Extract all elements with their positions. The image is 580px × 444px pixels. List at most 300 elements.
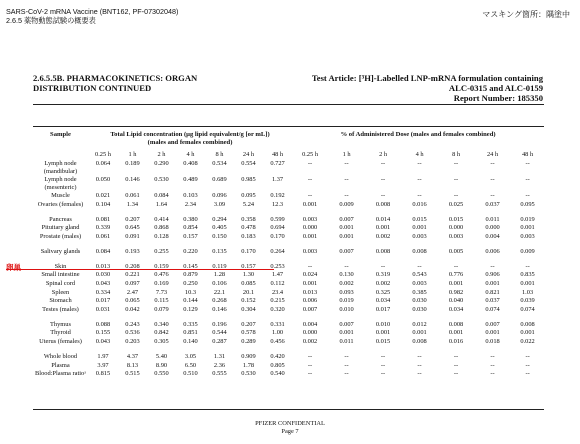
table-cell: -- [453,262,459,270]
table-cell: 0.001 [339,224,354,232]
table-cell: 0.319 [375,271,391,279]
table-cell: 0.040 [448,297,464,305]
table-cell: 0.982 [448,288,464,296]
table-cell: 0.150 [212,232,227,240]
table-cell: 0.536 [125,329,140,337]
table-cell: -- [307,352,313,360]
table-cell: 0.007 [339,247,354,255]
table-cell: 0.007 [302,305,318,313]
table-cell: 0.544 [212,329,227,337]
table-cell: -- [453,192,459,199]
table-cell: 0.050 [95,176,111,183]
table-cell: 0.578 [241,329,256,337]
ovary-margin-note: 卵巣 [6,263,21,272]
table-cell: 2.34 [184,200,197,208]
table-cell: 0.011 [485,215,500,223]
table-row [33,270,544,279]
table-cell: 0.008 [520,320,535,328]
table-cell: 0.034 [375,297,391,305]
table-cell: 0.013 [95,262,111,270]
table-cell: 0.294 [212,215,227,223]
table-cell: -- [344,361,349,369]
time-header: 48 h [521,151,534,158]
table-cell: 0.104 [95,200,111,208]
table-cell: 0.079 [154,305,169,313]
table-body [33,128,544,384]
table-cell: 0.157 [183,232,198,240]
table-cell: 0.042 [125,305,140,313]
pk-organ-table [33,128,544,384]
table-cell: 0.001 [520,279,535,287]
table-cell: 0.016 [448,337,464,345]
table-cell: -- [307,176,313,183]
table-cell: 0.043 [95,279,111,287]
table-cell: 0.003 [302,247,318,255]
table-cell: 0.146 [212,305,227,313]
table-row [33,328,544,337]
table-cell: 20.1 [242,288,255,296]
table-cell: -- [380,352,386,360]
table-row [33,159,544,175]
highlight-underline [6,269,274,270]
table-cell: -- [417,262,422,270]
table-cell: -- [380,361,386,369]
table-cell: -- [490,370,495,378]
table-cell: 0.024 [302,271,318,279]
table-cell: 0.842 [154,329,169,337]
table-cell: 0.061 [95,232,111,240]
table-cell: 0.019 [520,215,535,223]
table-cell: 0.008 [375,247,391,255]
table-cell: -- [490,160,495,167]
sample-label: Skin [54,262,67,270]
table-cell: -- [453,352,459,360]
test-article-line1: Test Article: [³H]-Labelled LNP-mRNA formulation containing [311,73,543,83]
time-header: 8 h [215,151,224,158]
table-cell: 0.004 [302,320,318,328]
table-cell: 0.031 [95,305,111,313]
sample-label: Prostate (males) [39,232,82,240]
table-cell: 0.152 [241,297,256,305]
table-cell: 0.039 [520,297,535,305]
table-cell: 0.476 [154,271,169,279]
table-cell: 3.97 [97,361,109,369]
table-cell: 0.012 [412,320,427,328]
table-cell: 0.207 [125,215,140,223]
table-cell: 0.243 [125,320,140,328]
masking-note: マスキング箇所：隅塗中 [482,10,570,19]
table-row [33,305,544,320]
table-cell: 0.095 [520,200,535,208]
table-cell: 0.835 [520,271,535,279]
table-cell: 0.001 [485,279,500,287]
table-row [33,279,544,288]
table-cell: 0.018 [485,337,500,345]
table-cell: 0.183 [241,232,256,240]
table-cell: 0.253 [270,262,285,270]
table-cell: 0.385 [412,288,427,296]
table-cell: -- [344,262,349,270]
table-cell: 0.112 [270,279,285,287]
report-number: Report Number: 185350 [453,93,543,103]
time-header: 2 h [157,151,166,158]
table-cell: 0.016 [412,200,427,208]
table-cell: 0.017 [375,305,391,313]
sample-label: Pituitary gland [41,224,80,232]
table-cell: 0.002 [302,337,318,345]
table-cell: 0.335 [183,320,198,328]
table-cell: 0.037 [485,200,500,208]
table-cell: 0.006 [302,297,318,305]
table-cell: 0.091 [125,232,140,240]
table-cell: 0.599 [270,215,285,223]
table-cell: -- [453,160,459,167]
table-cell: 0.000 [485,224,500,232]
table-cell: 0.001 [448,279,464,287]
table-cell: 0.001 [448,329,464,337]
table-cell: 0.003 [302,215,318,223]
section-title [33,73,197,93]
table-cell: 0.001 [412,224,427,232]
table-cell: -- [417,361,422,369]
table-cell: -- [417,352,422,360]
table-cell: 0.534 [212,160,227,167]
table-cell: 0.215 [270,297,285,305]
table-row [33,352,544,361]
table-cell: 0.022 [520,337,535,345]
table-cell: 0.103 [183,192,198,199]
table-row [33,337,544,352]
table-cell: 0.011 [339,337,354,345]
table-cell: 0.170 [241,247,256,255]
table-cell: -- [344,370,349,378]
table-cell: 0.815 [95,370,111,378]
table-cell: 0.030 [412,305,427,313]
header-product: SARS-CoV-2 mRNA Vaccine (BNT162, PF-07302048) [6,7,179,16]
table-cell: -- [307,262,313,270]
table-cell: 0.003 [448,232,464,240]
table-cell: 0.009 [520,247,535,255]
table-cell: -- [380,176,386,183]
table-cell: 0.043 [95,337,111,345]
table-cell: -- [525,262,530,270]
table-bottom-rule [33,409,544,410]
table-cell: 0.001 [302,279,318,287]
table-cell: -- [344,176,349,183]
confidential-label: PFIZER CONFIDENTIAL [255,420,325,427]
table-cell: -- [525,176,530,183]
table-cell: 0.001 [302,232,318,240]
table-cell: 0.115 [154,297,169,305]
table-cell: 0.003 [412,232,427,240]
table-cell: 0.854 [183,224,198,232]
table-row [33,296,544,305]
table-cell: 0.203 [125,337,140,345]
table-cell: -- [307,160,313,167]
table-cell: 1.47 [271,271,284,279]
table-cell: 5.24 [242,200,255,208]
table-cell: 1.34 [126,200,139,208]
table-cell: 0.320 [270,305,285,313]
table-cell: 0.097 [125,279,140,287]
table-row [33,288,544,297]
table-cell: 0.727 [270,160,285,167]
table-cell: 0.074 [485,305,500,313]
table-cell: 0.304 [241,305,256,313]
table-cell: 0.489 [183,176,198,183]
table-cell: 0.084 [154,192,169,199]
table-cell: 0.081 [95,215,111,223]
table-cell: -- [490,176,495,183]
table-cell: 0.001 [302,200,318,208]
table-cell: -- [380,192,386,199]
table-cell: 0.000 [448,224,464,232]
table-cell: -- [490,262,495,270]
table-cell: -- [525,352,530,360]
table-cell: 0.084 [95,247,111,255]
table-cell: 0.037 [485,297,500,305]
table-cell: 0.000 [302,329,318,337]
sample-label: Whole blood [43,352,78,360]
table-top-rule [33,104,544,105]
header-bottom-rule [33,126,544,127]
table-cell: -- [307,361,313,369]
table-cell: 0.144 [183,297,198,305]
page-footer [0,420,580,436]
table-cell: 0.003 [520,232,535,240]
table-cell: 0.030 [95,271,111,279]
table-cell: 0.145 [183,262,198,270]
table-cell: 3.09 [213,200,226,208]
table-cell: 0.001 [520,224,535,232]
table-cell: 0.405 [212,224,227,232]
table-cell: -- [490,361,495,369]
table-cell: 0.250 [183,279,198,287]
time-header: 2 h [379,151,388,158]
table-cell: -- [453,370,459,378]
table-cell: -- [453,361,459,369]
table-cell: 0.008 [375,200,391,208]
table-cell: 8.13 [126,361,139,369]
table-cell: 0.095 [241,192,256,199]
table-cell: 0.339 [95,224,111,232]
table-cell: 6.50 [184,361,197,369]
table-cell: 0.015 [412,215,427,223]
sample-label: Uterus (females) [39,337,82,345]
table-row [33,215,544,224]
table-cell: 0.085 [241,279,256,287]
time-header: 1 h [128,151,137,158]
table-cell: 1.64 [155,200,168,208]
time-header: 48 h [271,151,284,158]
table-cell: 1.03 [521,288,534,296]
table-cell: 0.034 [448,305,464,313]
table-cell: 0.159 [154,262,169,270]
document-header [6,7,178,25]
table-cell: 0.305 [154,337,169,345]
table-cell: 0.008 [412,337,427,345]
table-cell: 0.017 [95,297,111,305]
section-title-line2: DISTRIBUTION CONTINUED [33,83,152,93]
percent-dose-group-header: % of Administered Dose (males and females combined) [340,131,496,138]
table-cell: 1.00 [271,329,284,337]
table-cell: 0.061 [125,192,140,199]
table-cell: 1.78 [242,361,255,369]
table-cell: 0.096 [212,192,227,199]
table-cell: -- [380,160,386,167]
table-cell: 0.001 [339,329,354,337]
table-cell: 0.019 [339,297,354,305]
sample-label: Lymph node (mesenteric) [44,176,77,191]
table-cell: -- [417,192,422,199]
table-cell: 0.130 [339,271,354,279]
table-cell: 0.088 [95,320,111,328]
table-cell: 0.155 [95,329,111,337]
table-cell: 3.05 [184,352,197,360]
sample-label: Muscle [51,192,70,199]
table-cell: 0.119 [212,262,227,270]
table-cell: 0.420 [270,352,285,360]
table-cell: 0.510 [183,370,198,378]
table-cell: 8.90 [155,361,168,369]
concentration-group-header [88,128,292,150]
table-cell: 0.689 [212,176,227,183]
table-cell: -- [525,361,530,369]
sample-label: Blood:Plasma ratioᵃ [35,370,86,378]
header-row [33,128,544,150]
table-cell: -- [380,262,386,270]
sample-label: Ovaries (females) [37,200,84,208]
section-title-line1: 2.6.5.5B. PHARMACOKINETICS: ORGAN [33,73,198,83]
table-cell: 0.169 [154,279,169,287]
table-cell: 0.003 [412,279,427,287]
table-cell: -- [417,160,422,167]
table-cell: 0.014 [375,215,391,223]
table-cell: 0.208 [125,262,140,270]
table-cell: 0.000 [302,224,318,232]
sample-label: Plasma [51,361,70,369]
sample-label: Small intestine [41,271,80,279]
sample-label: Lymph node (mandibular) [43,160,78,175]
table-cell: 0.805 [270,361,285,369]
time-header: 24 h [486,151,499,158]
header-section: 2.6.5 薬物動態試験の概要表 [6,16,96,25]
table-cell: 0.093 [339,288,354,296]
table-row [33,200,544,215]
table-cell: 0.456 [270,337,285,345]
table-cell: 0.193 [125,247,140,255]
table-cell: 0.909 [241,352,256,360]
table-cell: 0.694 [270,224,285,232]
table-cell: 0.555 [212,370,227,378]
table-cell: -- [344,160,349,167]
table-cell: 0.515 [125,370,140,378]
table-cell: 0.135 [212,247,227,255]
table-cell: 0.008 [448,320,464,328]
table-cell: -- [525,370,530,378]
table-cell: -- [344,192,349,199]
time-header: 0.25 h [302,151,319,158]
table-cell: 1.37 [271,176,284,183]
table-cell: 0.074 [520,305,535,313]
table-cell: 0.146 [125,176,140,183]
table-cell: 10.3 [184,288,197,296]
table-cell: 0.879 [183,271,198,279]
table-cell: 0.268 [212,297,227,305]
table-cell: 5.40 [155,352,168,360]
table-cell: 0.207 [241,320,256,328]
table-cell: -- [344,352,349,360]
table-row [33,247,544,262]
table-row [33,232,544,247]
concentration-header-line2: (males and females combined) [147,138,233,146]
sample-label: Spleen [51,288,70,296]
table-cell: 0.002 [375,232,391,240]
table-cell: 0.106 [212,279,227,287]
table-row [33,175,544,191]
table-cell: 0.001 [375,224,391,232]
sample-label: Pancreas [49,215,72,223]
table-cell: -- [490,192,495,199]
table-cell: 0.543 [412,271,427,279]
table-cell: 7.73 [155,288,168,296]
table-cell: 2.47 [126,288,139,296]
table-cell: 0.220 [183,247,198,255]
table-cell: 0.331 [270,320,285,328]
sample-label: Thyroid [50,329,71,337]
table-cell: 0.170 [270,232,285,240]
table-cell: -- [307,370,313,378]
time-header: 4 h [186,151,195,158]
table-cell: 0.025 [448,200,464,208]
table-cell: 23.4 [271,288,284,296]
table-cell: 0.287 [212,337,227,345]
table-cell: 0.196 [212,320,227,328]
table-cell: 0.264 [270,247,285,255]
table-cell: 0.128 [154,232,169,240]
table-row [33,191,544,200]
table-cell: 0.001 [339,232,354,240]
table-cell: 1.28 [213,271,226,279]
table-cell: 0.129 [183,305,198,313]
time-header-row [33,150,544,159]
table-cell: 0.015 [375,337,391,345]
table-cell: 0.414 [154,215,169,223]
table-cell: 0.006 [485,247,500,255]
sample-label: Spinal cord [45,279,76,287]
table-cell: 2.36 [213,361,226,369]
sample-label: Thymus [50,320,71,328]
table-cell: 0.325 [375,288,391,296]
table-cell: 0.007 [485,320,500,328]
table-cell: 0.358 [241,215,256,223]
time-header: 8 h [452,151,461,158]
time-header: 1 h [342,151,351,158]
table-cell: 0.007 [339,320,354,328]
table-cell: 0.554 [241,160,256,167]
sample-label: Stomach [49,297,72,305]
table-cell: 0.140 [183,337,198,345]
sample-header: Sample [50,131,71,138]
table-cell: 0.776 [448,271,464,279]
concentration-header-line1: Total Lipid concentration (µg lipid equivalent/g [or mL]) [110,131,270,138]
table-cell: 0.985 [241,176,256,183]
table-cell: 1.30 [242,271,255,279]
table-cell: 0.007 [339,215,354,223]
table-cell: 0.001 [520,329,535,337]
table-cell: 0.030 [412,297,427,305]
table-cell: 0.290 [154,160,169,167]
